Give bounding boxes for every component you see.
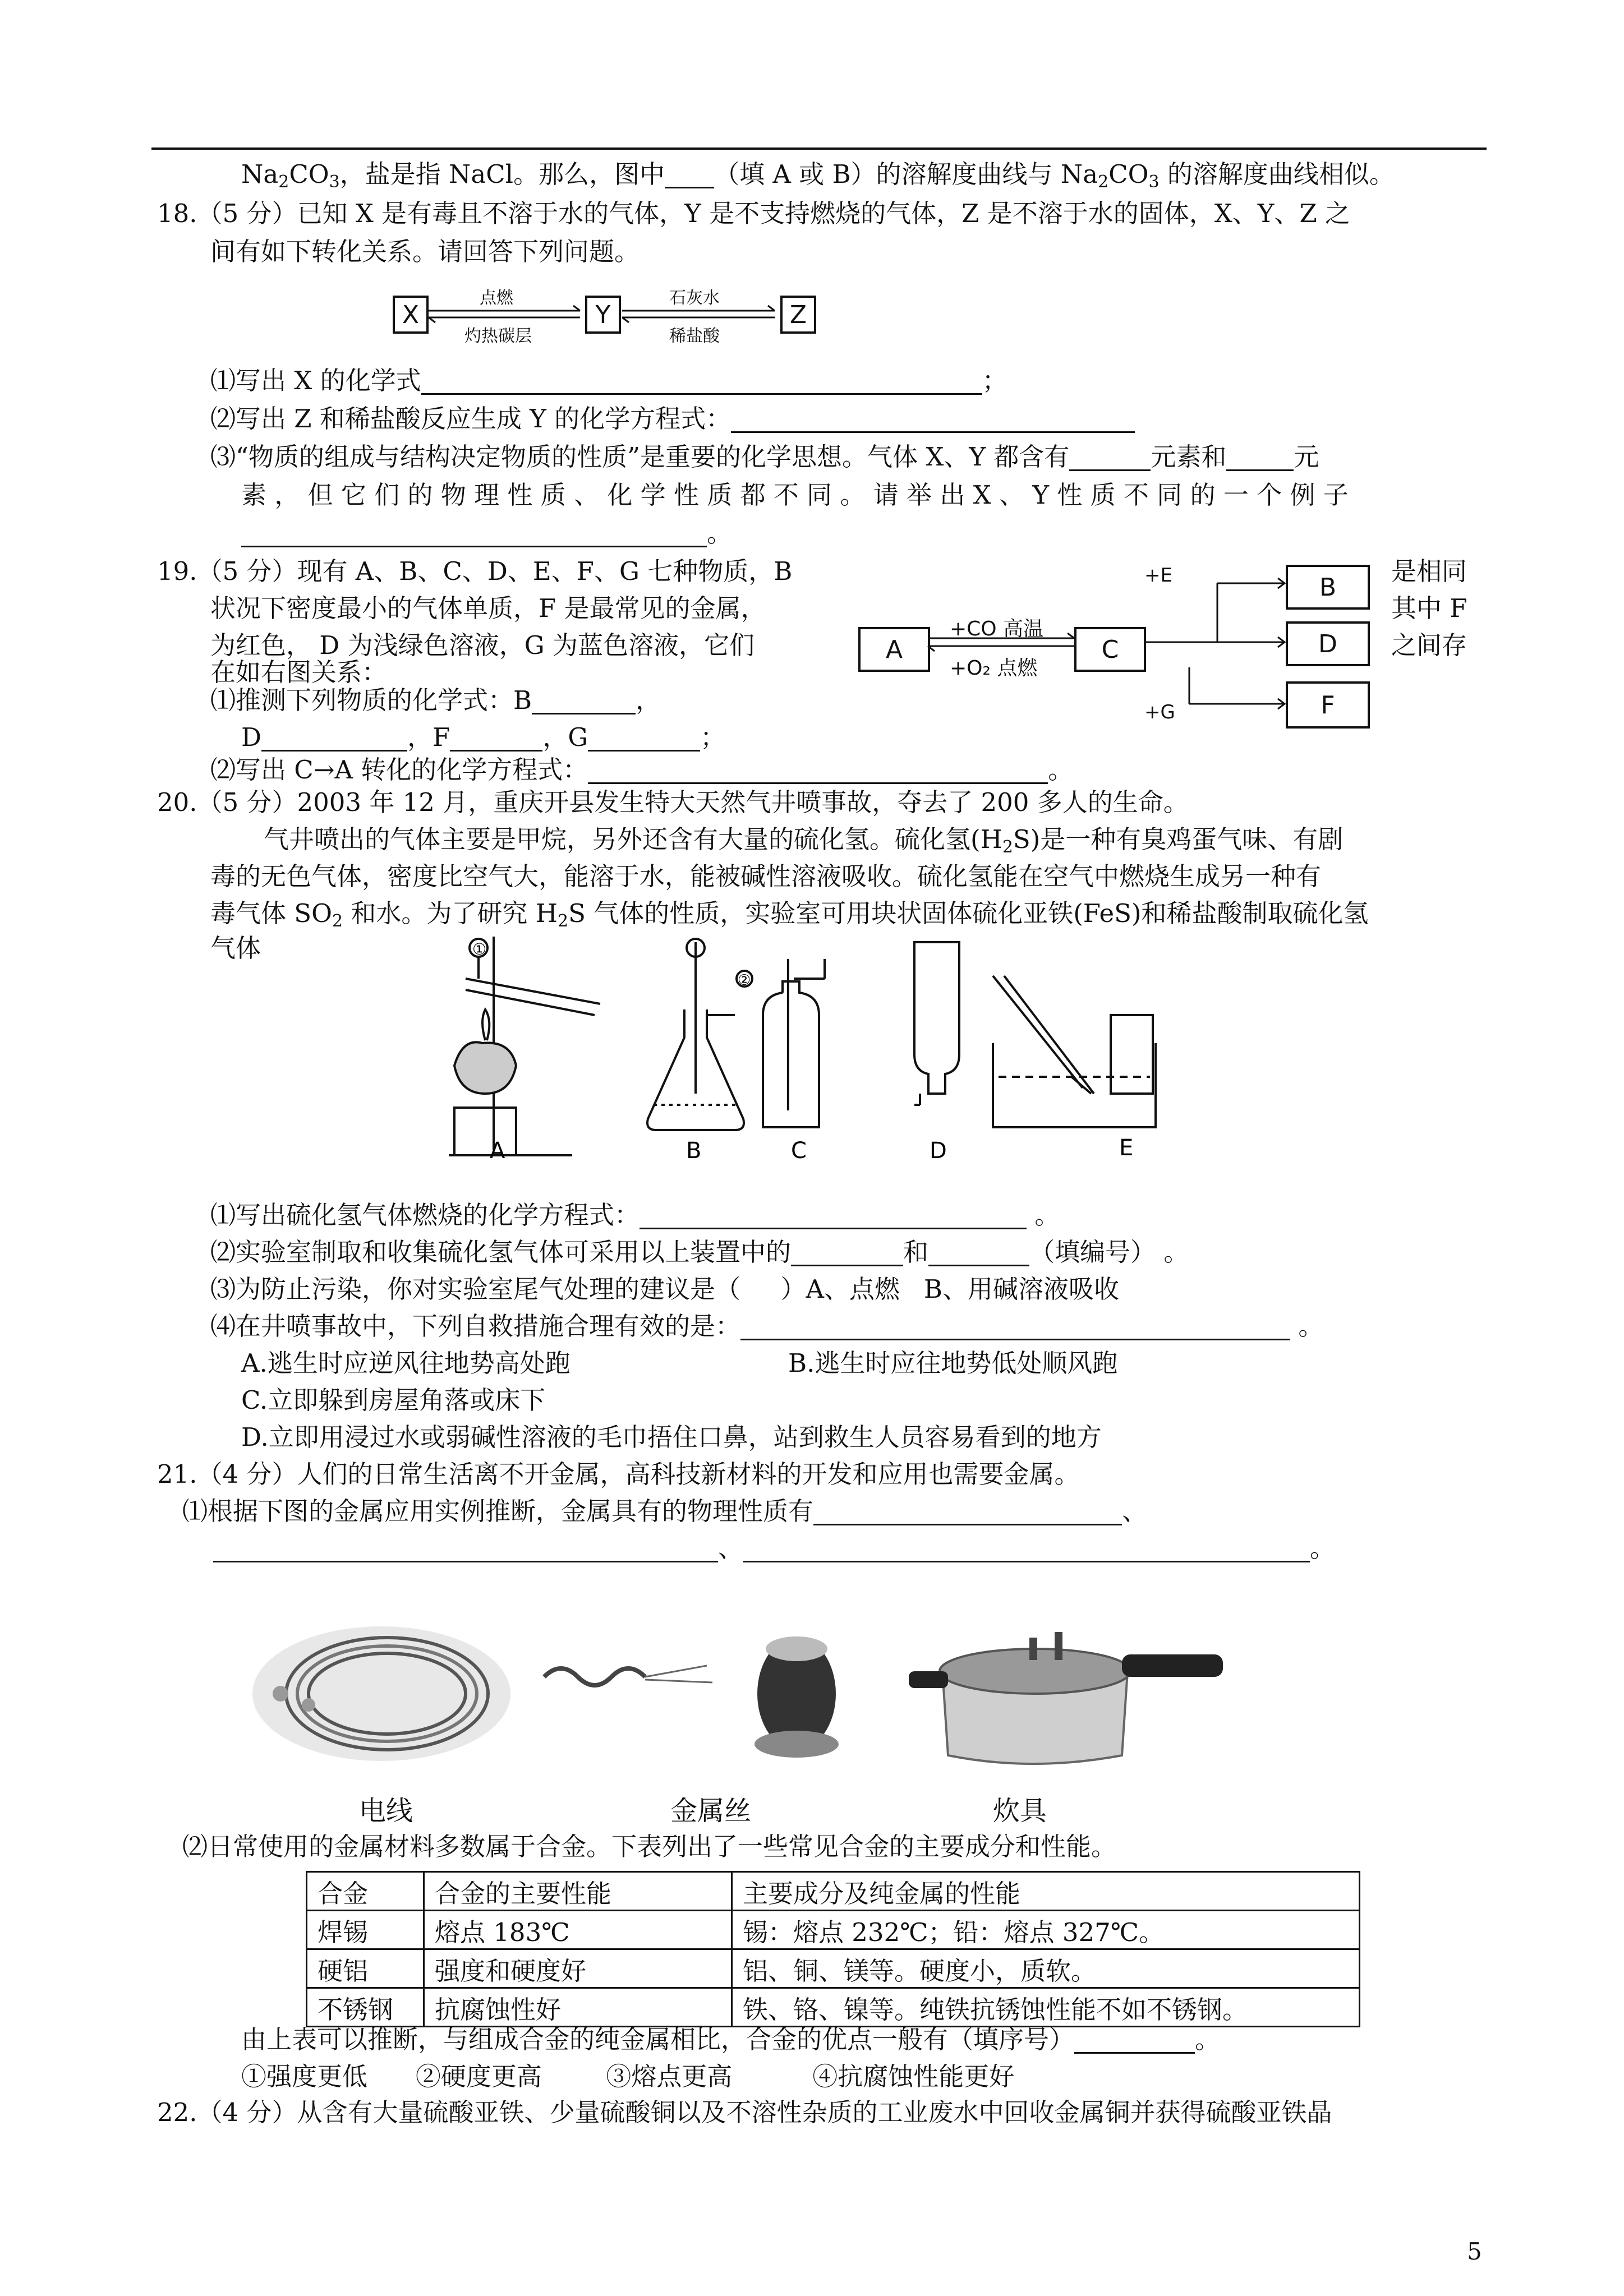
q21-stem: 21.（4 分）人们的日常生活离不开金属，高科技新材料的开发和应用也需要金属。 — [157, 1459, 1080, 1489]
box-z: Z — [780, 296, 816, 334]
label-hot-carbon: 灼热碳层 — [464, 326, 532, 346]
apparatus-mark-2: ② — [738, 972, 751, 989]
box-d: D — [1286, 621, 1370, 666]
cookware-image — [909, 1632, 1223, 1764]
label-dilute-hcl: 稀盐酸 — [669, 326, 720, 346]
table-header-cell: 主要成分及纯金属的性能 — [732, 1872, 1360, 1911]
apparatus-e-label: E — [1119, 1135, 1134, 1161]
alloy-table — [306, 1871, 1360, 2027]
q18-part3: ⑶“物质的组成与结构决定物质的性质”是重要的化学思想。气体 X、Y 都含有 元素和 元 — [210, 442, 1319, 472]
table-cell: 抗腐蚀性好 — [424, 1988, 732, 2027]
answer-blank[interactable] — [532, 687, 636, 714]
q20-part1: ⑴写出硫化氢气体燃烧的化学方程式： 。 — [210, 1200, 1060, 1230]
q20-option-a: A.逃生时应逆风往地势高处跑 — [241, 1348, 571, 1378]
q20-option-c: C.立即躲到房屋角落或床下 — [241, 1385, 546, 1415]
table-cell: 铝、铜、镁等。硬度小，质软。 — [732, 1949, 1360, 1988]
label-plus-e: +E — [1144, 564, 1172, 587]
answer-blank[interactable] — [791, 1239, 903, 1266]
q21-part2: ⑵日常使用的金属材料多数属于合金。下表列出了一些常见合金的主要成分和性能。 — [182, 1832, 1117, 1861]
answer-blank[interactable] — [740, 1313, 1290, 1340]
table-cell: 焊锡 — [307, 1911, 424, 1949]
metal-uses-photos — [247, 1610, 1380, 1778]
q19-part1: ⑴推测下列物质的化学式：B ， — [210, 685, 661, 715]
q20-stem-1: 20.（5 分）2003 年 12 月，重庆开县发生特大天然气井喷事故，夺去了 200 多人的生命。 — [157, 787, 1189, 817]
q19-stem-3r: 之间存 — [1391, 630, 1467, 660]
table-row — [307, 1949, 1360, 1988]
q21-part1-cont: 、 。 — [213, 1531, 1335, 1566]
label-co-high-temp: +CO 高温 — [950, 617, 1044, 640]
apparatus-d-label: D — [930, 1138, 947, 1161]
q21-options: ①强度更低 ②硬度更高 ③熔点更高 ④抗腐蚀性能更好 — [241, 2062, 1015, 2091]
box-x: X — [393, 296, 429, 334]
apparatus-mark-1: ① — [472, 940, 487, 958]
q18-part3-cont: 素 ， 但 它 们 的 物 理 性 质 、 化 学 性 质 都 不 同 。 请 举 出 X 、 Y 性 质 不 同 的 一 个 例 子 — [241, 480, 1349, 510]
table-cell: 熔点 183℃ — [424, 1911, 732, 1949]
q20-option-d: D.立即用浸过水或弱碱性溶液的毛巾捂住口鼻，站到救生人员容易看到的地方 — [241, 1422, 1102, 1452]
q19-stem-1r: 是相同 — [1391, 556, 1467, 586]
answer-blank[interactable] — [1069, 444, 1151, 471]
table-row — [307, 1988, 1360, 2027]
table-cell: 不锈钢 — [307, 1988, 424, 2027]
q21-part3: 由上表可以推断，与组成合金的纯金属相比，合金的优点一般有（填序号） 。 — [241, 2025, 1221, 2054]
table-cell: 硬铝 — [307, 1949, 424, 1988]
answer-blank[interactable] — [421, 367, 982, 395]
answer-blank[interactable] — [450, 724, 542, 751]
q19-stem-3: 为红色， D 为浅绿色溶液，G 为蓝色溶液，它们 — [210, 630, 755, 660]
table-header-cell: 合金的主要性能 — [424, 1872, 732, 1911]
q18-stem-2: 间有如下转化关系。请回答下列问题。 — [210, 237, 640, 266]
box-b: B — [1286, 565, 1370, 610]
apparatus-c-label: C — [791, 1138, 807, 1161]
answer-blank[interactable] — [928, 1239, 1029, 1266]
answer-blank[interactable] — [213, 1535, 718, 1562]
q19-stem-2r: 其中 F — [1391, 593, 1467, 623]
lab-apparatus-figure — [432, 925, 1217, 1161]
q18-stem-1: 18.（5 分）已知 X 是有毒且不溶于水的气体，Y 是不支持燃烧的气体，Z 是不溶于水的固体，X、Y、Z 之 — [157, 199, 1351, 228]
caption-wire: 电线 — [359, 1795, 413, 1827]
wire-cable-image — [252, 1626, 510, 1761]
q20-part2: ⑵实验室制取和收集硫化氢气体可采用以上装置中的 和 （填编号） 。 — [210, 1237, 1189, 1267]
header-line: $Na_2CO_3$，盐是指 NaCl。那么，图中 （填 A 或 B）的溶解度曲线与 $Na_2CO_3$ 的溶解度曲线相似。 — [241, 159, 1395, 192]
page-number: 5 — [1467, 2238, 1482, 2265]
q19-part2: ⑵写出 C→A 转化的化学方程式： 。 — [210, 755, 1074, 785]
header-rule — [151, 147, 1487, 150]
apparatus-b-label: B — [686, 1138, 702, 1161]
q18-part1: ⑴写出 X 的化学式 ； — [210, 366, 1007, 395]
q20-part4: ⑷在井喷事故中，下列自救措施合理有效的是： 。 — [210, 1311, 1324, 1341]
answer-blank[interactable] — [1226, 444, 1294, 471]
label-limewater: 石灰水 — [669, 288, 720, 308]
q19-arrows — [926, 561, 1287, 729]
box-c: C — [1074, 627, 1146, 672]
table-header-row — [307, 1872, 1360, 1911]
answer-blank[interactable] — [588, 724, 700, 751]
label-ignite: 点燃 — [480, 288, 513, 308]
q20-stem-5: 气体 — [210, 933, 261, 963]
label-o2-ignite: +O₂ 点燃 — [950, 657, 1038, 680]
answer-blank[interactable] — [640, 1202, 1027, 1229]
q19-stem-1: 19.（5 分）现有 A、B、C、D、E、F、G 七种物质，B — [157, 556, 793, 586]
box-y: Y — [585, 296, 621, 334]
answer-blank[interactable] — [731, 405, 1135, 433]
q19-stem-4: 在如右图关系： — [210, 657, 388, 687]
answer-blank[interactable] — [1074, 2026, 1195, 2054]
caption-cookware: 炊具 — [993, 1795, 1047, 1827]
q19-stem-2: 状况下密度最小的气体单质，F 是最常见的金属， — [210, 593, 766, 623]
q18-part3-end: 。 — [241, 516, 732, 551]
table-cell: 铁、铬、镍等。纯铁抗锈蚀性能不如不锈钢。 — [732, 1988, 1360, 2027]
apparatus-a-label: A — [490, 1138, 505, 1161]
box-f: F — [1286, 681, 1370, 729]
answer-blank[interactable] — [261, 724, 407, 751]
table-cell: 强度和硬度好 — [424, 1949, 732, 1988]
box-a: A — [858, 627, 930, 672]
q20-stem-4: 毒气体 $SO_2$ 和水。为了研究 $H_2S$ 气体的性质，实验室可用块状固体硫化亚铁(FeS)和稀盐酸制取硫化氢 — [210, 898, 1369, 931]
table-header-cell: 合金 — [307, 1872, 424, 1911]
answer-blank[interactable] — [813, 1498, 1122, 1525]
q20-part3: ⑶为防止污染，你对实验室尾气处理的建议是（ ）A、点燃 B、用碱溶液吸收 — [210, 1274, 1120, 1304]
answer-blank[interactable] — [743, 1535, 1310, 1562]
q19-part1-cont: D ，F ，G ； — [241, 722, 726, 752]
table-cell: 锡：熔点 232℃；铅：熔点 327℃。 — [732, 1911, 1360, 1949]
metal-wire-image — [544, 1636, 839, 1758]
q20-stem-2: 气井喷出的气体主要是甲烷，另外还含有大量的硫化氢。硫化氢$(H_2S)$是一种有臭鸡蛋气味、有剧 — [264, 824, 1344, 857]
q21-part1: ⑴根据下图的金属应用实例推断，金属具有的物理性质有 、 — [182, 1496, 1148, 1526]
q20-option-b: B.逃生时应往地势低处顺风跑 — [788, 1348, 1118, 1378]
table-row — [307, 1911, 1360, 1949]
answer-blank[interactable] — [241, 520, 707, 547]
q20-stem-3: 毒的无色气体，密度比空气大，能溶于水，能被碱性溶液吸收。硫化氢能在空气中燃烧生成另一种有 — [210, 861, 1322, 891]
q22-stem: 22.（4 分）从含有大量硫酸亚铁、少量硫酸铜以及不溶性杂质的工业废水中回收金属铜并获得硫酸亚铁晶 — [157, 2097, 1332, 2127]
q18-part2: ⑵写出 Z 和稀盐酸反应生成 Y 的化学方程式： — [210, 402, 1135, 436]
caption-metal-wire: 金属丝 — [670, 1795, 752, 1827]
answer-blank[interactable] — [665, 161, 714, 188]
label-plus-g: +G — [1144, 701, 1175, 723]
answer-blank[interactable] — [588, 757, 1048, 784]
